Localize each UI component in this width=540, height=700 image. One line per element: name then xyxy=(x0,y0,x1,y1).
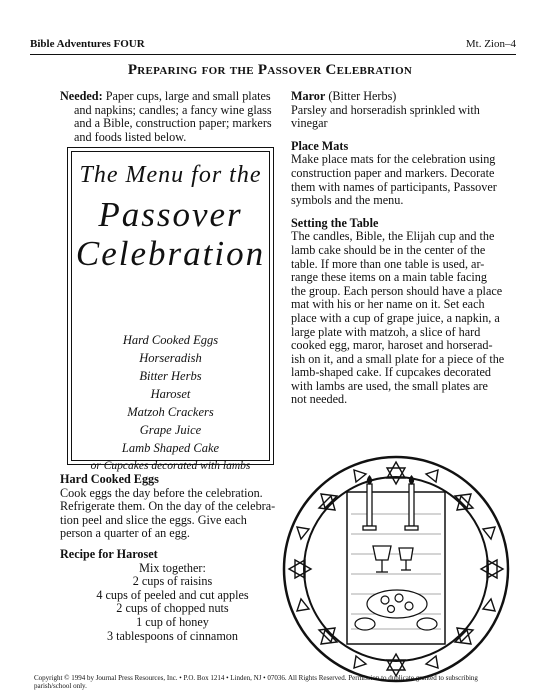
eggs-heading: Hard Cooked Eggs xyxy=(60,472,159,486)
maror-line: Parsley and horseradish sprinkled with xyxy=(291,102,480,117)
place-mats-line: construction paper and markers. Decorate xyxy=(291,165,495,180)
header-rule xyxy=(30,54,516,55)
needed-section xyxy=(60,90,280,144)
setting-line: lamb cake should be in the center of the xyxy=(291,242,486,257)
eggs-line: person a quarter of an egg. xyxy=(60,526,190,541)
eggs-line: tion peel and slice the eggs. Give each xyxy=(60,512,247,527)
needed-label: Needed: xyxy=(60,89,103,103)
passover-table-illustration xyxy=(281,454,511,684)
eggs-section xyxy=(60,473,285,541)
needed-line-1: Paper cups, large and small plates xyxy=(102,89,271,103)
menu-item: Grape Juice xyxy=(139,423,202,437)
setting-line: table. If more than one table is used, ar- xyxy=(291,256,485,271)
haroset-heading: Recipe for Haroset xyxy=(60,547,158,561)
setting-line: not needed. xyxy=(291,392,348,407)
menu-card xyxy=(67,147,274,472)
maror-line: vinegar xyxy=(291,116,328,131)
menu-heading: The Menu for the xyxy=(79,162,262,188)
place-mats-heading: Place Mats xyxy=(291,138,349,153)
setting-line: cooked egg, maror, haroset and horserad- xyxy=(291,338,493,353)
needed-line-2: and napkins; candles; a fancy wine glass xyxy=(74,102,272,117)
menu-item: Hard Cooked Eggs xyxy=(122,333,219,347)
setting-line: lamb-shaped cake. If cupcakes decorated xyxy=(291,365,491,380)
haroset-line: 2 cups of chopped nuts xyxy=(116,601,229,616)
needed-line-4: and foods listed below. xyxy=(74,129,187,144)
haroset-line: 1 cup of honey xyxy=(136,614,209,629)
setting-line: range these items on a main table facing xyxy=(291,270,487,285)
setting-line: ish on it, and a small plate for a piece of the xyxy=(291,351,505,366)
haroset-section xyxy=(60,548,285,643)
eggs-line: Refrigerate them. On the day of the celebra- xyxy=(60,499,276,514)
menu-item: or Cupcakes decorated with lambs xyxy=(90,460,251,472)
copyright-footer: Copyright © 1994 by Journal Press Resources, Inc. • P.O. Box 1214 • Linden, NJ • 07036. All Rights Reserved. Permission to duplicate granted to subscribing parish/school only. xyxy=(34,674,478,690)
menu-title-celebration: Celebration xyxy=(75,234,266,273)
menu-item: Horseradish xyxy=(139,351,202,365)
setting-line: place with a cup of grape juice, a napkin, a xyxy=(291,310,500,325)
page-title: Preparing for the Passover Celebration xyxy=(127,62,413,78)
maror-subheading: (Bitter Herbs) xyxy=(325,89,397,103)
menu-title-passover: Passover xyxy=(98,195,243,234)
setting-line: with lambs are used, the small plates are xyxy=(291,378,488,393)
maror-heading: Maror xyxy=(291,89,326,103)
setting-line: mat with his or her name on it. Set each xyxy=(291,297,485,312)
menu-item: Lamb Shaped Cake xyxy=(121,441,220,455)
place-mats-line: symbols and the menu. xyxy=(291,193,404,208)
header-page-ref: Mt. Zion–4 xyxy=(465,38,516,50)
place-mats-line: them with names of participants, Passover xyxy=(291,179,497,194)
right-column xyxy=(291,90,516,407)
haroset-line: Mix together: xyxy=(139,560,206,575)
eggs-line: Cook eggs the day before the celebration. xyxy=(60,485,263,500)
page-header xyxy=(30,38,516,54)
menu-items xyxy=(68,331,273,475)
setting-heading: Setting the Table xyxy=(291,215,379,230)
haroset-line: 4 cups of peeled and cut apples xyxy=(96,587,249,602)
setting-line: the group. Each person should have a place xyxy=(291,283,503,298)
setting-line: The candles, Bible, the Elijah cup and the xyxy=(291,229,495,244)
haroset-line: 2 cups of raisins xyxy=(132,574,213,589)
setting-line: large plate with matzoh, a slice of hard xyxy=(291,324,481,339)
header-publication: Bible Adventures FOUR xyxy=(30,38,145,50)
needed-line-3: and a Bible, construction paper; markers xyxy=(74,116,272,131)
place-mats-line: Make place mats for the celebration using xyxy=(291,152,496,167)
menu-item: Haroset xyxy=(150,387,191,401)
menu-item: Matzoh Crackers xyxy=(127,405,214,419)
haroset-line: 3 tablespoons of cinnamon xyxy=(107,628,238,643)
menu-item: Bitter Herbs xyxy=(139,369,202,383)
